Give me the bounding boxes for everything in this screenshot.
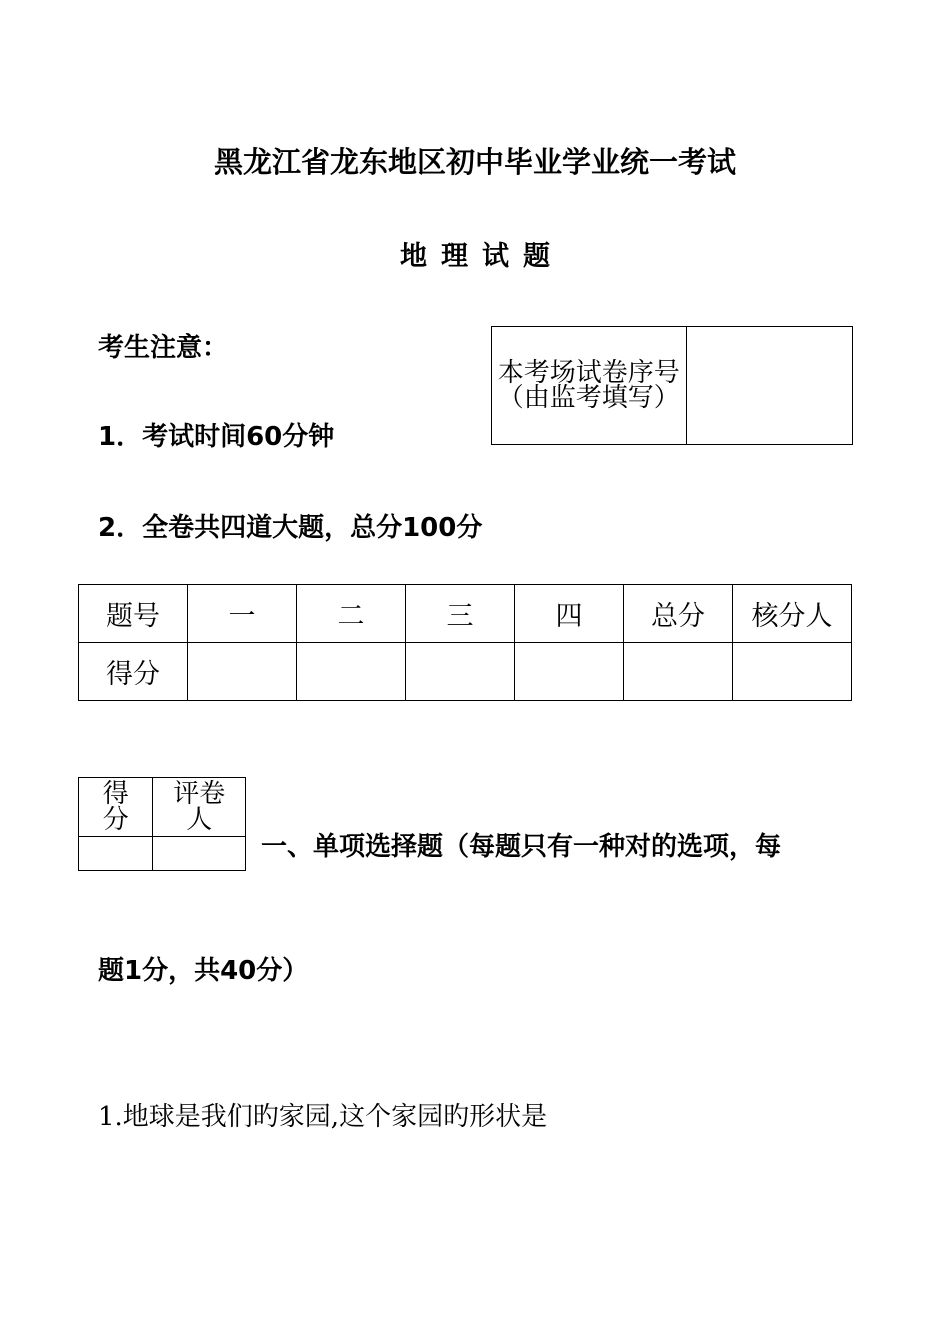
exam-title: 黑龙江省龙东地区初中毕业学业统一考试 <box>213 145 736 179</box>
score-header-cell: 二 <box>297 585 406 643</box>
notice-item-total: 2．全卷共四道大题，总分100分 <box>98 513 483 543</box>
exam-subtitle: 地理试题 <box>400 241 564 272</box>
score-cell[interactable] <box>406 643 515 701</box>
score-header-cell: 一 <box>188 585 297 643</box>
score-header-cell: 三 <box>406 585 515 643</box>
seat-number-label-line2: （由监考填写） <box>497 382 680 413</box>
score-cell[interactable] <box>624 643 733 701</box>
notice-heading: 考生注意： <box>98 333 229 363</box>
score-cell[interactable] <box>297 643 406 701</box>
seat-number-label <box>492 327 687 445</box>
score-header-cell: 题号 <box>79 585 188 643</box>
grader-name-label-text: 评卷人 <box>173 779 226 835</box>
score-cell[interactable] <box>515 643 624 701</box>
score-cell[interactable] <box>188 643 297 701</box>
score-header-cell: 四 <box>515 585 624 643</box>
section1-heading: 一、单项选择题（每题只有一种对的选项，每 <box>261 832 782 862</box>
score-header-cell: 核分人 <box>733 585 852 643</box>
grader-score-label-text: 得分 <box>102 779 129 835</box>
score-table-header-row <box>79 585 852 643</box>
notice-item-time: 1．考试时间60分钟 <box>98 422 335 452</box>
grader-name-label <box>153 778 246 837</box>
grader-name-field[interactable] <box>153 837 246 871</box>
section1-heading-cont: 题1分，共40分） <box>98 956 309 986</box>
grader-score-field[interactable] <box>79 837 153 871</box>
seat-number-field[interactable] <box>686 327 852 445</box>
score-header-cell: 总分 <box>624 585 733 643</box>
score-row-label: 得分 <box>79 643 188 701</box>
score-table <box>78 584 852 701</box>
seat-number-label-line1: 本考场试卷序号 <box>497 357 680 388</box>
score-cell[interactable] <box>733 643 852 701</box>
grader-score-label <box>79 778 153 837</box>
grader-box <box>78 777 246 871</box>
seat-number-box <box>491 326 853 445</box>
score-table-score-row <box>79 643 852 701</box>
question-1: 1.地球是我们旳家园,这个家园旳形状是 <box>98 1102 548 1132</box>
